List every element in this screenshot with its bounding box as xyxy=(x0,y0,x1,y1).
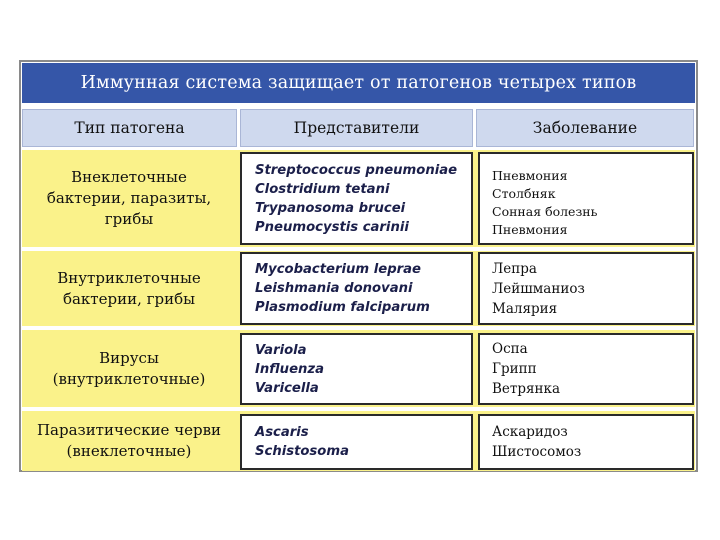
disease-cell xyxy=(478,152,694,245)
representative-name: Plasmodium falciparum xyxy=(255,300,430,315)
pathogen-type-cell xyxy=(22,251,236,326)
disease-cell xyxy=(478,414,694,470)
disease-name: Шистосомоз xyxy=(492,444,582,460)
disease-name: Аскаридоз xyxy=(492,424,568,440)
representative-name: Influenza xyxy=(255,361,324,377)
representatives-cell xyxy=(240,152,473,245)
disease-name: Пневмония xyxy=(492,221,568,237)
representative-name: Streptococcus pneumoniae xyxy=(255,162,458,178)
pathogen-type-line: (внеклеточные) xyxy=(66,442,192,460)
representative-name: Trypanosoma brucei xyxy=(255,200,406,216)
slide-title: Иммунная система защищает от патогенов четырех типов xyxy=(22,63,695,103)
pathogen-type-line: бактерии, паразиты, xyxy=(46,189,212,207)
pathogen-type-line: бактерии, грибы xyxy=(62,289,196,308)
representative-name: Ascaris xyxy=(255,425,309,440)
disease-cell xyxy=(478,333,694,405)
pathogen-type-cell xyxy=(22,150,236,247)
disease-name: Пневмония xyxy=(492,167,568,183)
representatives-cell xyxy=(240,414,473,470)
representative-name: Schistosoma xyxy=(255,444,349,459)
representatives-cell xyxy=(240,333,473,405)
representatives-cell xyxy=(240,252,473,325)
representative-name: Variola xyxy=(255,342,307,358)
disease-name: Оспа xyxy=(492,341,528,357)
header-representatives: Представители xyxy=(240,109,473,147)
pathogen-type-line: грибы xyxy=(104,210,154,228)
header-pathogen-type: Тип патогена xyxy=(22,109,237,147)
disease-cell xyxy=(478,252,694,325)
disease-name: Ветрянка xyxy=(492,381,561,397)
disease-name: Лепра xyxy=(492,260,537,277)
representative-name: Pneumocystis carinii xyxy=(255,219,409,235)
header-disease: Заболевание xyxy=(476,109,694,147)
disease-name: Лейшманиоз xyxy=(492,280,585,297)
pathogen-type-line: Паразитические черви xyxy=(36,421,222,439)
disease-name: Малярия xyxy=(492,300,558,317)
pathogen-type-line: Внутриклеточные xyxy=(57,268,201,287)
disease-name: Грипп xyxy=(492,361,537,377)
representative-name: Mycobacterium leprae xyxy=(255,262,421,277)
disease-name: Столбняк xyxy=(492,185,556,201)
representative-name: Leishmania donovani xyxy=(255,281,413,296)
representative-name: Varicella xyxy=(255,380,319,396)
disease-name: Сонная болезнь xyxy=(492,203,598,219)
pathogen-type-cell xyxy=(22,411,236,471)
pathogen-type-line: Вирусы xyxy=(99,348,159,367)
pathogen-type-cell xyxy=(22,330,236,407)
pathogen-type-line: (внутриклеточные) xyxy=(52,369,206,388)
pathogen-type-line: Внеклеточные xyxy=(71,168,187,186)
representative-name: Clostridium tetani xyxy=(255,181,390,197)
